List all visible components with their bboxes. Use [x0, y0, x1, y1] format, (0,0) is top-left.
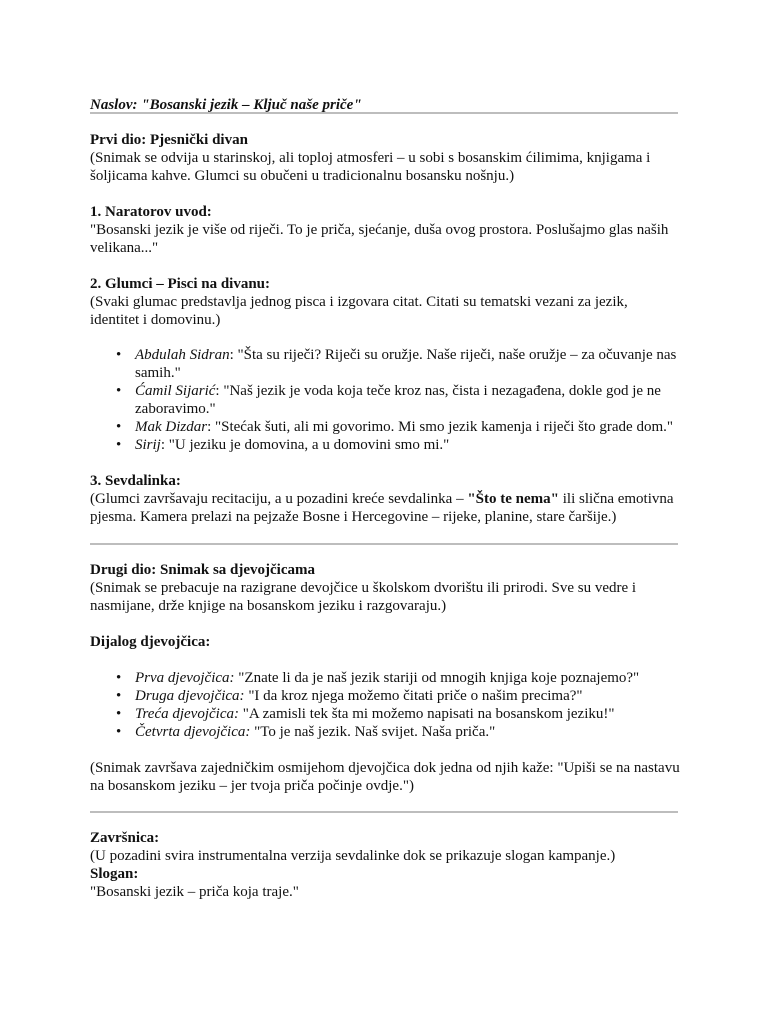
speaker-name: Četvrta djevojčica: — [135, 724, 251, 740]
sevdalinka-text-before: (Glumci završavaju recitaciju, a u pozadini kreće sevdalinka – — [90, 491, 468, 507]
quote-text: : "Šta su riječi? Riječi su oružje. Naše riječi, naše oružje – za očuvanje nas samih." — [135, 347, 677, 381]
author-name: Sirij — [135, 437, 161, 453]
list-item — [90, 669, 680, 687]
divider — [90, 543, 678, 545]
list-item — [90, 723, 680, 741]
part1-description: (Snimak se odvija u starinskoj, ali toploj atmosferi – u sobi s bosanskim ćilimima, knjigama i šoljicama kahve. Glumci su obučeni u tradicionalnu bosansku nošnju.) — [90, 150, 651, 184]
quotes-list — [90, 346, 680, 454]
list-item — [90, 705, 680, 723]
sevdalinka-text — [90, 490, 680, 526]
part2-closing: (Snimak završava zajedničkim osmijehom djevojčica dok jedna od njih kaže: "Upiši se na nastavu na bosanskom jeziku – jer tvoja priča počinje ovdje.") — [90, 760, 680, 794]
actors-description: (Svaki glumac predstavlja jednog pisca i izgovara citat. Citati su tematski vezani za jezik, identitet i domovinu.) — [90, 294, 628, 328]
part1-section — [90, 131, 680, 185]
finale-section — [90, 829, 680, 901]
narrator-heading: 1. Naratorov uvod: — [90, 204, 212, 220]
part1-heading: Prvi dio: Pjesnički divan — [90, 132, 248, 148]
dialog-line: "I da kroz njega možemo čitati priče o našim precima?" — [244, 688, 583, 704]
list-item — [90, 436, 680, 454]
actors-heading: 2. Glumci – Pisci na divanu: — [90, 276, 271, 292]
speaker-name: Prva djevojčica: — [135, 670, 235, 686]
author-name: Ćamil Sijarić — [135, 383, 216, 399]
dialog-heading: Dijalog djevojčica: — [90, 634, 211, 650]
part2-section — [90, 561, 680, 615]
dialog-line: "To je naš jezik. Naš svijet. Naša priča." — [250, 724, 496, 740]
list-item — [90, 687, 680, 705]
list-item — [90, 418, 680, 436]
narrator-text: "Bosanski jezik je više od riječi. To je priča, sjećanje, duša ovog prostora. Poslušajmo glas naših velikana..." — [90, 222, 669, 256]
dialog-list-wrapper — [90, 669, 680, 741]
actors-section — [90, 275, 680, 329]
document-title: Naslov: "Bosanski jezik – Ključ naše priče" — [90, 97, 362, 113]
sevdalinka-section — [90, 472, 680, 526]
speaker-name: Druga djevojčica: — [135, 688, 245, 704]
dialog-section — [90, 633, 680, 651]
slogan-heading: Slogan: — [90, 866, 139, 882]
quote-text: : "U jeziku je domovina, a u domovini smo mi." — [160, 437, 450, 453]
finale-heading: Završnica: — [90, 830, 160, 846]
part2-closing-section — [90, 759, 680, 795]
song-title: "Što te nema" — [467, 491, 559, 507]
dialog-line: "Znate li da je naš jezik stariji od mnogih knjiga koje poznajemo?" — [234, 670, 640, 686]
author-name: Mak Dizdar — [135, 419, 208, 435]
sevdalinka-text-after: ili slična emotivna pjesma. Kamera prelazi na pejzaže Bosne i Hercegovine – rijeke, planine, stare čaršije.) — [90, 491, 674, 525]
quote-text: : "Naš jezik je voda koja teče kroz nas, čista i nezagađena, dokle god je ne zaboravimo." — [135, 383, 661, 417]
author-name: Abdulah Sidran — [135, 347, 230, 363]
finale-text: (U pozadini svira instrumentalna verzija sevdalinke dok se prikazuje slogan kampanje.) — [90, 848, 616, 864]
quotes-list-wrapper — [90, 346, 680, 454]
list-item — [90, 346, 680, 382]
slogan-text: "Bosanski jezik – priča koja traje." — [90, 884, 299, 900]
divider — [90, 112, 678, 114]
part2-description: (Snimak se prebacuje na razigrane devojčice u školskom dvorištu ili prirodi. Sve su vedre i nasmijane, drže knjige na bosanskom jeziku i razgovaraju.) — [90, 580, 637, 614]
dialog-list — [90, 669, 680, 741]
narrator-section — [90, 203, 680, 257]
dialog-line: "A zamisli tek šta mi možemo napisati na bosanskom jeziku!" — [239, 706, 615, 722]
speaker-name: Treća djevojčica: — [135, 706, 239, 722]
divider — [90, 811, 678, 813]
sevdalinka-heading: 3. Sevdalinka: — [90, 473, 181, 489]
quote-text: : "Stećak šuti, ali mi govorimo. Mi smo jezik kamenja i riječi što grade dom." — [207, 419, 673, 435]
part2-heading: Drugi dio: Snimak sa djevojčicama — [90, 562, 315, 578]
list-item — [90, 382, 680, 418]
